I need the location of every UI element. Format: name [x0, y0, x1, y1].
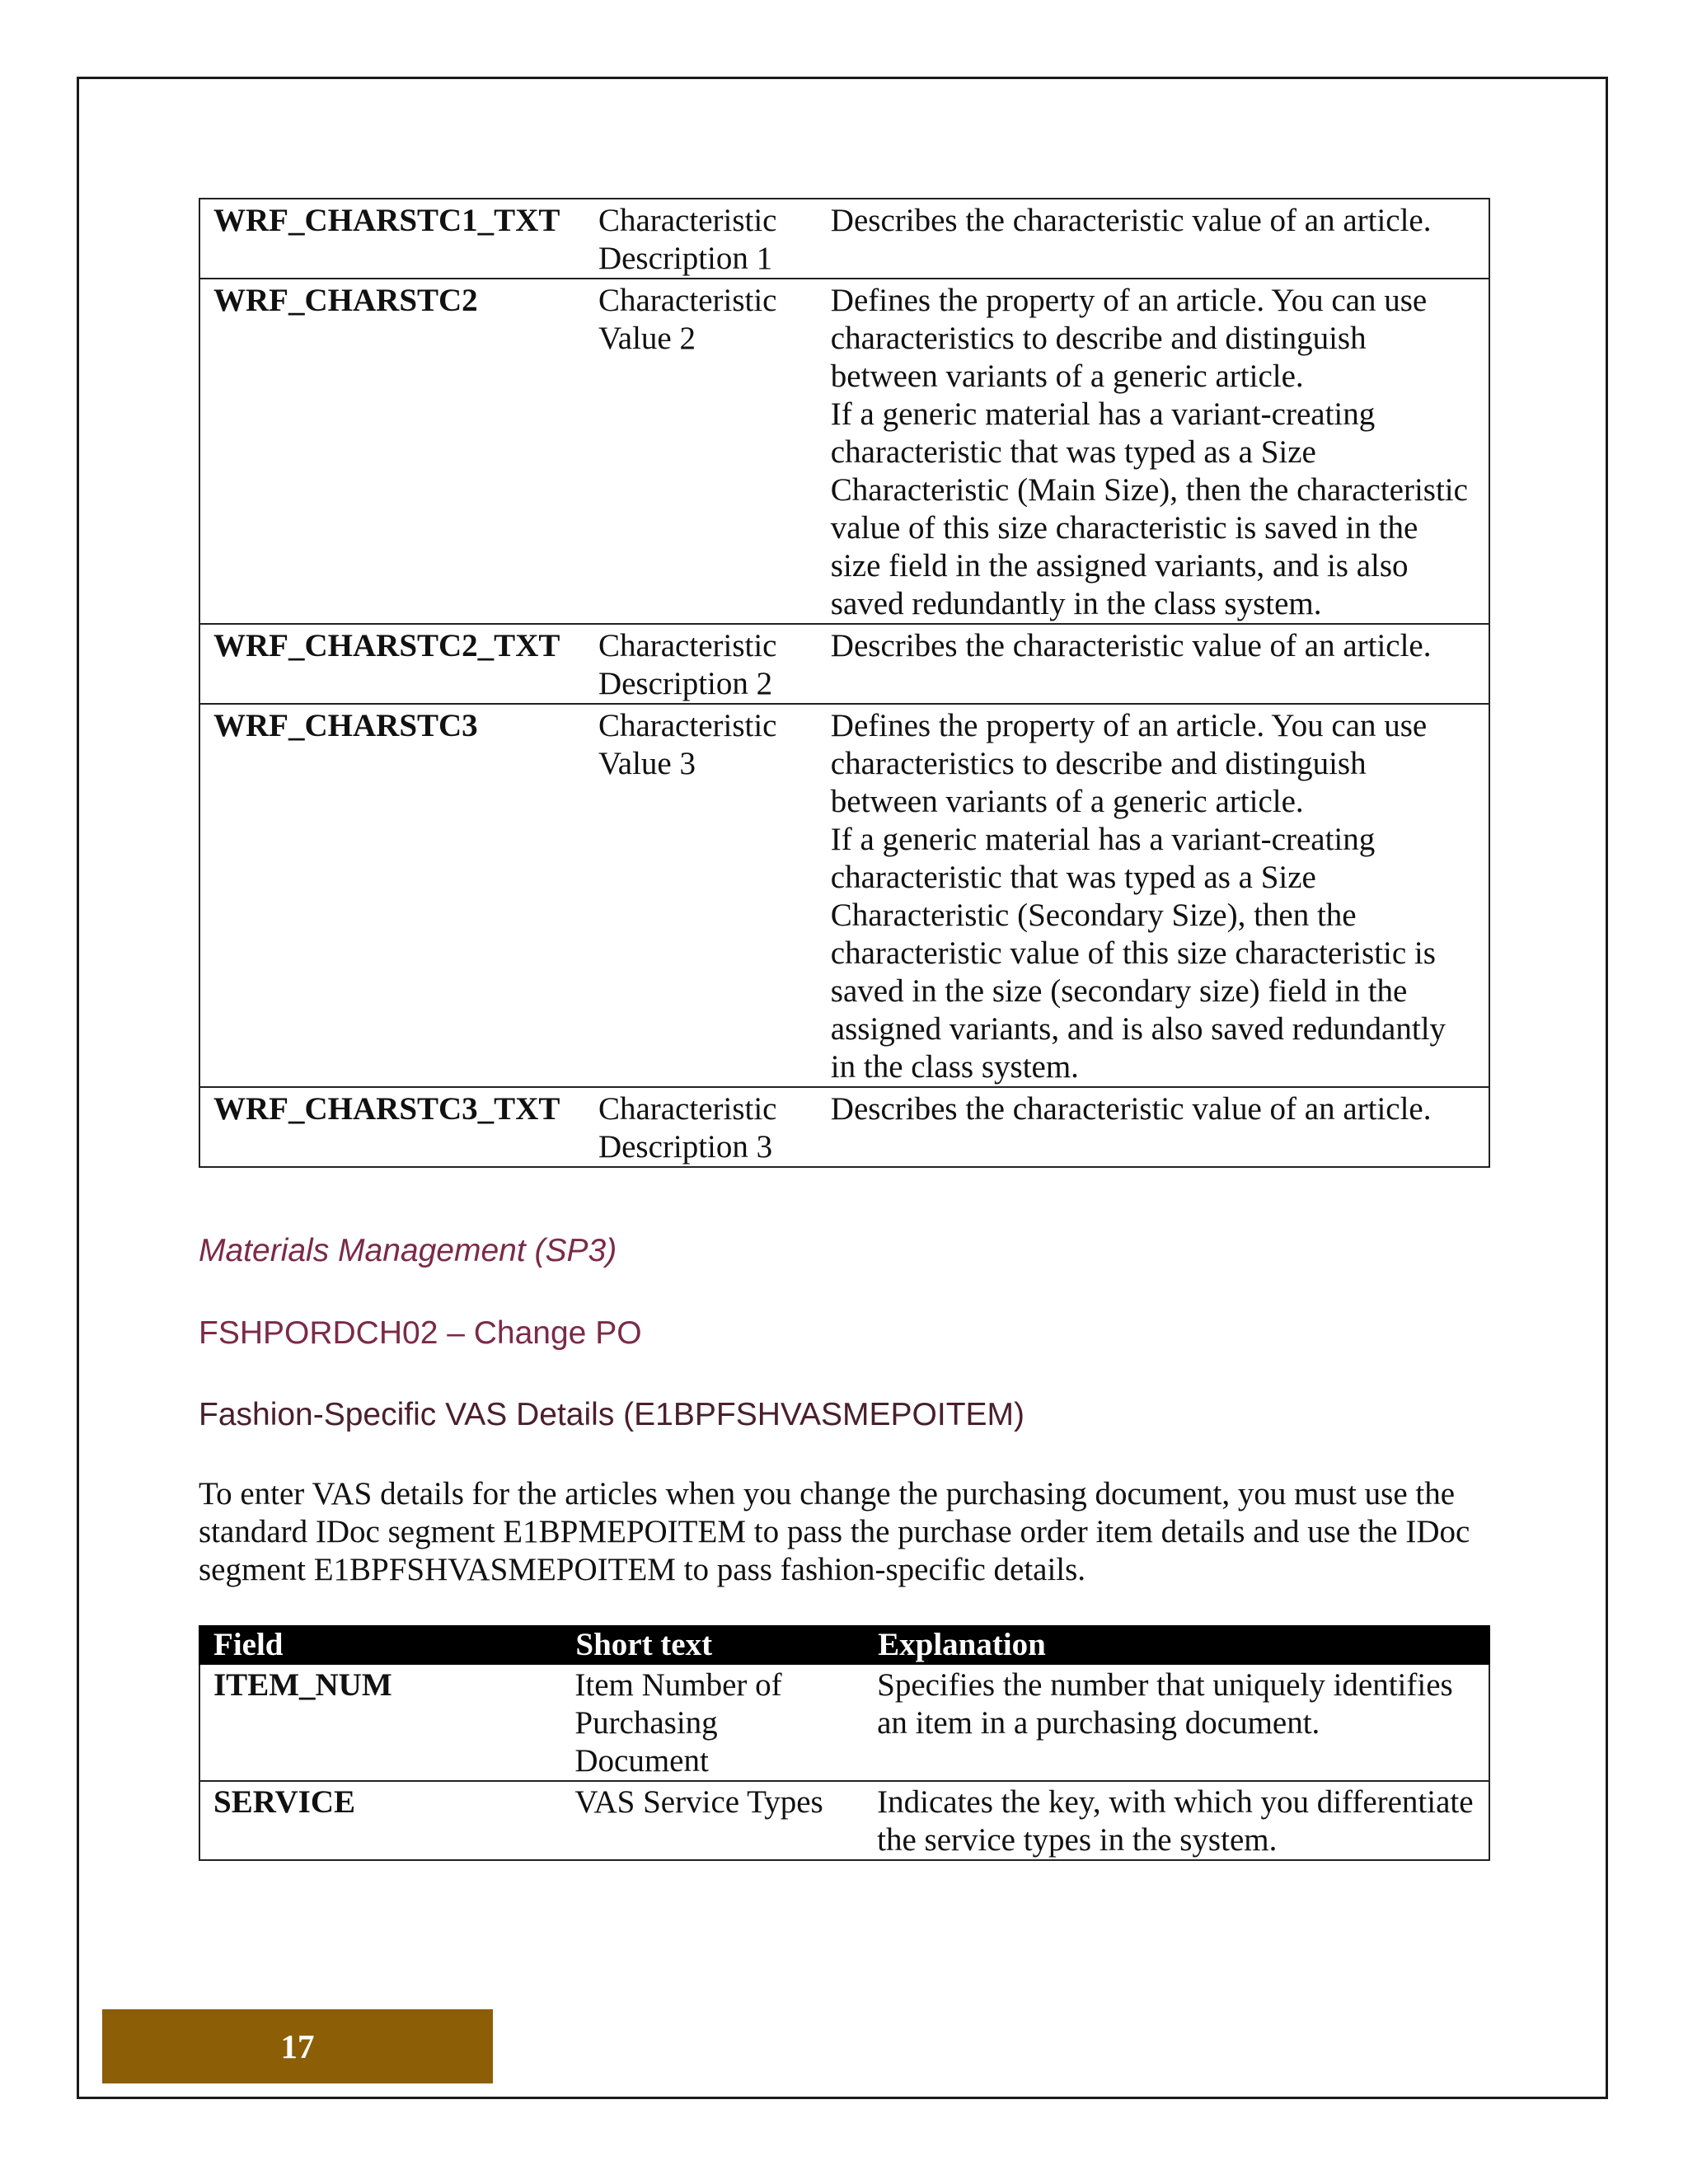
- table-header-row: [199, 1626, 1489, 1664]
- explanation-text: If a generic material has a variant-creating characteristic that was typed as a Size Characteristic (Secondary Size), then the characteristic value of this size characteristic is saved in the size (secondary size) field in the assigned variants, and is also saved redundantly in the class system.: [830, 822, 1447, 1085]
- field-cell: WRF_CHARSTC1_TXT: [199, 199, 588, 279]
- field-cell: SERVICE: [199, 1781, 561, 1860]
- field-cell: WRF_CHARSTC3: [199, 704, 588, 1087]
- field-cell: ITEM_NUM: [199, 1664, 561, 1781]
- characteristics-table: [199, 198, 1490, 1168]
- column-header-short-text: Short text: [561, 1626, 864, 1664]
- explanation-cell: Describes the characteristic value of an article.: [826, 1087, 1489, 1167]
- vas-details-table: [199, 1625, 1490, 1861]
- table-row: [199, 1664, 1489, 1781]
- column-header-field: Field: [199, 1626, 561, 1664]
- short-text-cell: Item Number of Purchasing Document: [561, 1664, 864, 1781]
- table-row: [199, 279, 1489, 624]
- table-row: [199, 1087, 1489, 1167]
- field-cell: WRF_CHARSTC2_TXT: [199, 624, 588, 704]
- short-text-cell: Characteristic Description 3: [588, 1087, 826, 1167]
- page-number: 17: [102, 2009, 493, 2083]
- short-text-cell: Characteristic Value 2: [588, 279, 826, 624]
- idoc-heading: FSHPORDCH02 – Change PO: [199, 1315, 642, 1351]
- table-row: [199, 704, 1489, 1087]
- table-row: [199, 624, 1489, 704]
- explanation-text: If a generic material has a variant-creating characteristic that was typed as a Size Characteristic (Main Size), then the characteristic value of this size characteristic is saved in the size field in the assigned variants, and is also saved redundantly in the class system.: [830, 396, 1468, 621]
- short-text-cell: VAS Service Types: [561, 1781, 864, 1860]
- field-cell: WRF_CHARSTC2: [199, 279, 588, 624]
- explanation-cell: Specifies the number that uniquely identifies an item in a purchasing document.: [864, 1664, 1489, 1781]
- section-heading: Materials Management (SP3): [199, 1233, 617, 1268]
- short-text-cell: Characteristic Description 1: [588, 199, 826, 279]
- explanation-text: Defines the property of an article. You can use characteristics to describe and distinguish between variants of a generic article.: [830, 283, 1428, 394]
- column-header-explanation: Explanation: [864, 1626, 1489, 1664]
- explanation-cell: Describes the characteristic value of an article.: [826, 624, 1489, 704]
- short-text-cell: Characteristic Description 2: [588, 624, 826, 704]
- explanation-cell: Describes the characteristic value of an article.: [826, 199, 1489, 279]
- table-row: [199, 1781, 1489, 1860]
- explanation-cell: [826, 279, 1489, 624]
- body-paragraph: To enter VAS details for the articles when you change the purchasing document, you must use the standard IDoc segment E1BPMEPOITEM to pass the purchase order item details and use the IDoc segment E1BPFSHVASMEPOITEM to pass fashion-specific details.: [199, 1476, 1470, 1587]
- explanation-cell: Indicates the key, with which you differentiate the service types in the system.: [864, 1781, 1489, 1860]
- field-cell: WRF_CHARSTC3_TXT: [199, 1087, 588, 1167]
- table-row: [199, 199, 1489, 279]
- explanation-cell: [826, 704, 1489, 1087]
- short-text-cell: Characteristic Value 3: [588, 704, 826, 1087]
- segment-heading: Fashion-Specific VAS Details (E1BPFSHVASMEPOITEM): [199, 1397, 1025, 1432]
- explanation-text: Defines the property of an article. You can use characteristics to describe and distinguish between variants of a generic article.: [830, 708, 1428, 819]
